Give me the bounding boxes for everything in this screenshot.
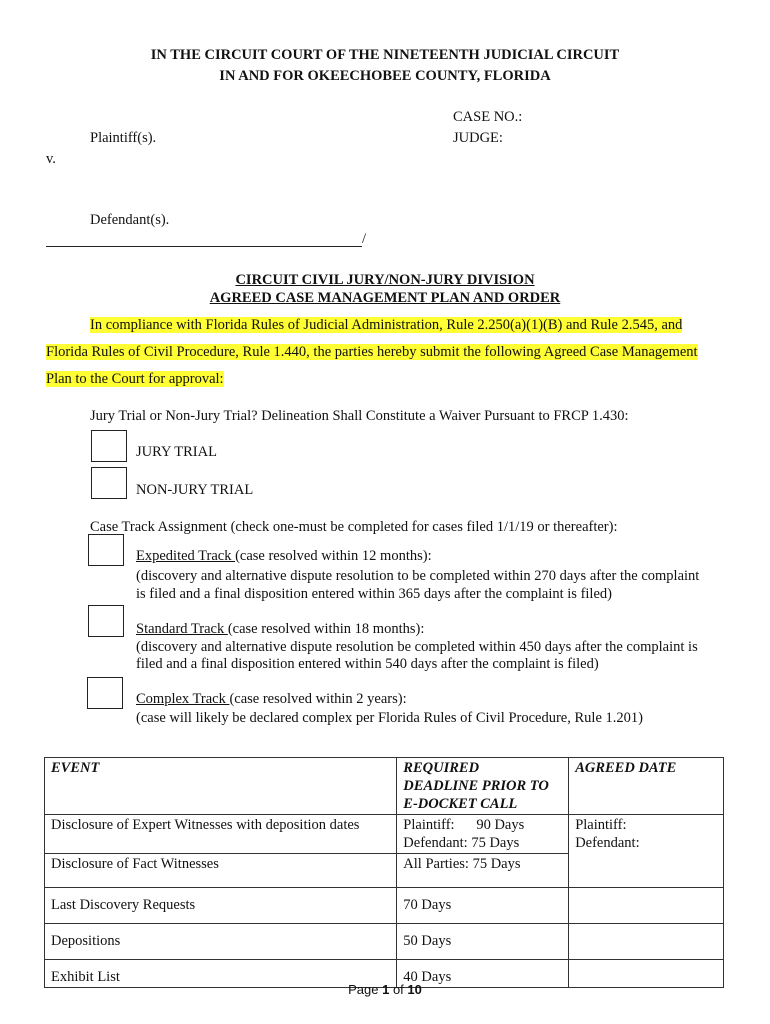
header-required-l2: DEADLINE PRIOR TO [403,778,549,794]
standard-track-checkbox[interactable] [88,605,124,637]
required-cell: 50 Days [397,924,569,960]
page-of: of [389,982,408,997]
event-cell: Disclosure of Expert Witnesses with deposition dates [45,815,397,854]
jury-trial-checkbox[interactable] [91,430,127,462]
agreed-date-cell[interactable] [569,888,724,924]
expedited-track-desc-2: is filed and a final disposition entered within 365 days after the complaint is filed) [136,586,612,602]
county-name: IN AND FOR OKEECHOBEE COUNTY, FLORIDA [219,68,551,84]
page-number: 1 [382,982,390,997]
intro-text-2: Florida Rules of Civil Procedure, Rule 1.440, the parties hereby submit the following Agreed Case Management [46,344,698,360]
required-defendant: Defendant: 75 Days [403,835,520,851]
standard-track-desc-1: (discovery and alternative dispute resolution be completed within 450 days after the complaint is [136,639,698,655]
table-row [45,815,724,854]
non-jury-trial-checkbox[interactable] [91,467,127,499]
intro-text-1: In compliance with Florida Rules of Judicial Administration, Rule 2.250(a)(1)(B) and Rule 2.545, and [90,317,683,333]
table-row [45,924,724,960]
header-required-l1: REQUIRED [403,760,480,776]
caption-signature-line [46,246,362,247]
standard-track-desc-2: filed and a final disposition entered within 540 days after the complaint is filed) [136,656,599,672]
case-no-label: CASE NO.: [453,109,523,125]
agreed-plaintiff: Plaintiff: [575,817,627,833]
required-cell: 40 Days [397,960,569,988]
jury-trial-label: JURY TRIAL [136,444,217,460]
header-required [397,758,569,815]
event-cell: Exhibit List [45,960,397,988]
table-header-row [45,758,724,815]
standard-track-name: Standard Track [136,621,228,637]
caption-slash: / [362,231,367,247]
expedited-track-checkbox[interactable] [88,534,124,566]
intro-text-3: Plan to the Court for approval: [46,371,224,387]
agreed-date-cell[interactable] [569,924,724,960]
trial-question: Jury Trial or Non-Jury Trial? Delineation Shall Constitute a Waiver Pursuant to FRCP 1.430: [90,408,629,424]
page-word: Page [348,982,383,997]
deadline-table [44,757,724,988]
agreed-date-cell[interactable] [569,815,724,888]
judge-label: JUDGE: [453,130,503,146]
non-jury-trial-label: NON-JURY TRIAL [136,482,254,498]
standard-track-duration: (case resolved within 18 months): [227,621,425,637]
versus-label: v. [46,151,56,167]
complex-track-line [136,691,407,708]
complex-track-name: Complex Track [136,691,230,707]
track-heading: Case Track Assignment (check one-must be completed for cases filed 1/1/19 or thereafter): [90,519,618,535]
required-cell [397,815,569,854]
table-row [45,888,724,924]
event-cell: Depositions [45,924,397,960]
page-total: 10 [407,982,422,997]
standard-track-line [136,621,424,638]
defendant-label: Defendant(s). [90,212,170,228]
required-cell: 70 Days [397,888,569,924]
header-agreed-date: AGREED DATE [569,758,724,815]
header-event: EVENT [45,758,397,815]
court-name: IN THE CIRCUIT COURT OF THE NINETEENTH JUDICIAL CIRCUIT [150,47,620,63]
required-cell: All Parties: 75 Days [397,854,569,888]
expedited-track-name: Expedited Track [136,548,236,564]
expedited-track-desc-1: (discovery and alternative dispute resolution to be completed within 270 days after the complaint [136,568,700,584]
intro-line-2 [46,344,698,361]
division-title: CIRCUIT CIVIL JURY/NON-JURY DIVISION [235,272,535,288]
page-footer [0,982,770,997]
complex-track-duration: (case resolved within 2 years): [229,691,407,707]
event-cell: Last Discovery Requests [45,888,397,924]
intro-line-3 [46,371,224,388]
header-required-l3: E-DOCKET CALL [403,796,518,812]
complex-track-desc: (case will likely be declared complex per Florida Rules of Civil Procedure, Rule 1.201) [136,710,643,726]
expedited-track-duration: (case resolved within 12 months): [235,548,432,564]
agreed-defendant: Defendant: [575,835,640,851]
plan-title: AGREED CASE MANAGEMENT PLAN AND ORDER [209,290,561,306]
complex-track-checkbox[interactable] [87,677,123,709]
required-plaintiff: Plaintiff: 90 Days [403,817,525,833]
plaintiff-label: Plaintiff(s). [90,130,157,146]
event-cell: Disclosure of Fact Witnesses [45,854,397,888]
intro-line-1 [90,317,682,334]
expedited-track-line [136,548,432,565]
